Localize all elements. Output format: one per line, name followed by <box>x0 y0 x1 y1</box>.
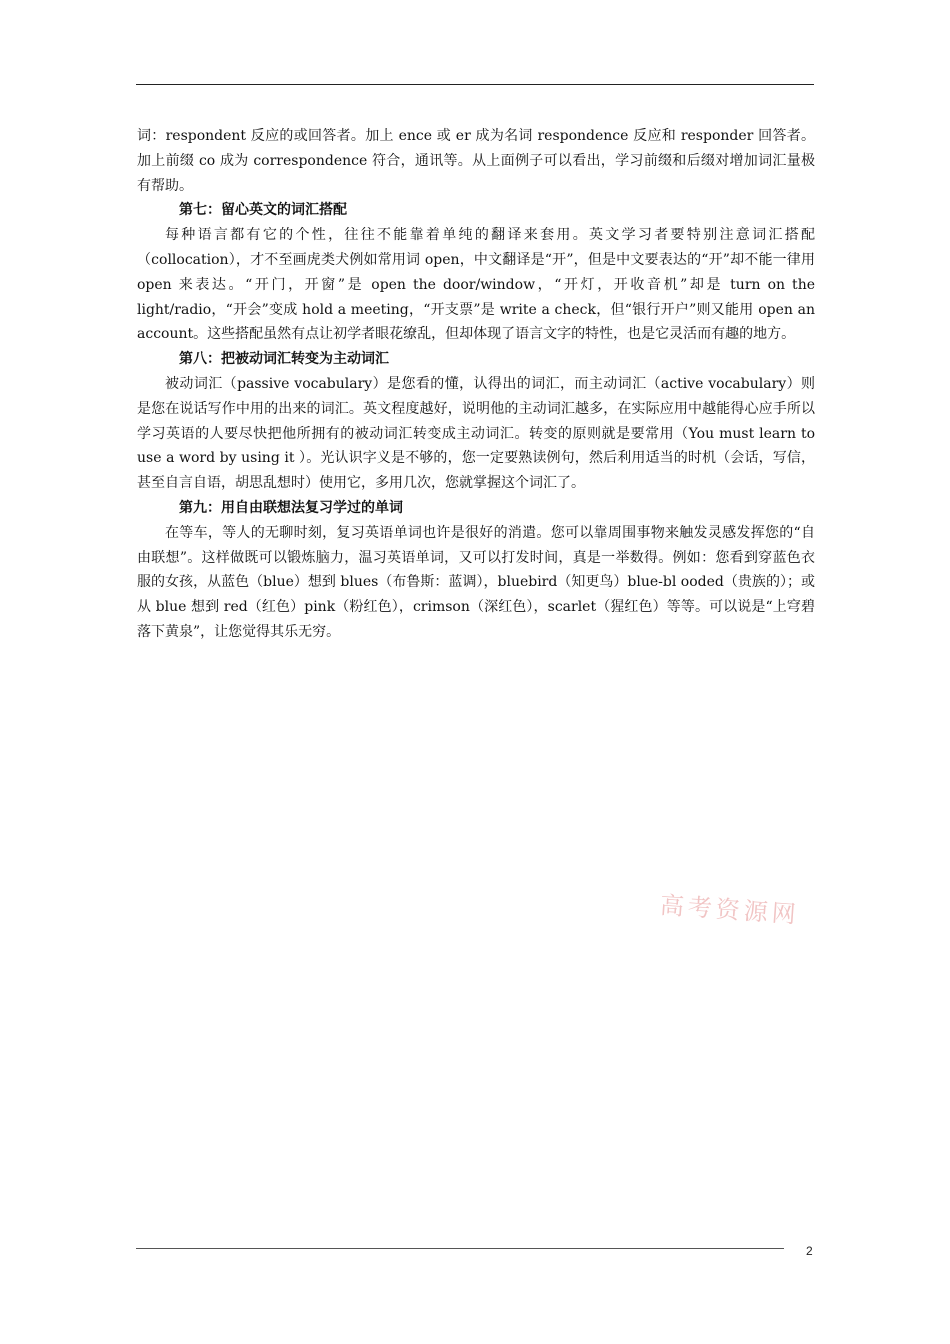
section-heading-9: 第九：用自由联想法复习学过的单词 <box>179 499 403 516</box>
header-rule <box>136 84 814 85</box>
page-number: 2 <box>806 1244 813 1258</box>
paragraph: 词：respondent 反应的或回答者。加上 ence 或 er 成为名词 respondence 反应和 responder 回答者。加上前缀 co 成为 correspondence 符合，通讯等。从上面例子可以看出，学习前缀和后缀对增加词汇量极有帮助。 <box>137 128 815 194</box>
document-body <box>137 124 815 645</box>
section-heading-7: 第七：留心英文的词汇搭配 <box>179 202 347 219</box>
footer-rule <box>136 1248 784 1249</box>
paragraph: 在等车，等人的无聊时刻，复习英语单词也许是很好的消遣。您可以靠周围事物来触发灵感发挥您的“自由联想”。这样做既可以锻炼脑力，温习英语单词，又可以打发时间，真是一举数得。例如：您看到穿蓝色衣服的女孩，从蓝色（blue）想到 blues（布鲁斯：蓝调），bluebird（知更鸟）blue-bl ooded（贵族的）；或从 blue 想到 red（红色）pink（粉红色），crimson（深红色），scarlet（猩红色）等等。可以说是“上穹碧落下黄泉”，让您觉得其乐无穷。 <box>137 524 815 640</box>
paragraph: 每种语言都有它的个性，往往不能靠着单纯的翻译来套用。英文学习者要特别注意词汇搭配（collocation），才不至画虎类犬例如常用词 open，中文翻译是“开”，但是中文要表达的“开”却不能一律用 open 来表达。“开门，开窗”是 open the door/window，“开灯，开收音机”却是 turn on the light/radio，“开会”变成 hold a meeting，“开支票”是 write a check，但“银行开户”则又能用 open an account。这些搭配虽然有点让初学者眼花缭乱，但却体现了语言文字的特性，也是它灵活而有趣的地方。 <box>137 227 815 343</box>
section-heading-8: 第八：把被动词汇转变为主动词汇 <box>179 351 389 368</box>
watermark: 高考资源网 <box>659 891 801 929</box>
paragraph: 被动词汇（passive vocabulary）是您看的懂，认得出的词汇，而主动词汇（active vocabulary）则是您在说话写作中用的出来的词汇。英文程度越好，说明他的主动词汇越多，在实际应用中越能得心应手所以学习英语的人要尽快把他所拥有的被动词汇转变成主动词汇。转变的原则就是要常用（You must learn to use a word by using it ）。光认识字义是不够的，您一定要熟读例句，然后利用适当的时机（会话，写信，甚至自言自语，胡思乱想时）使用它，多用几次，您就掌握这个词汇了。 <box>137 375 815 492</box>
